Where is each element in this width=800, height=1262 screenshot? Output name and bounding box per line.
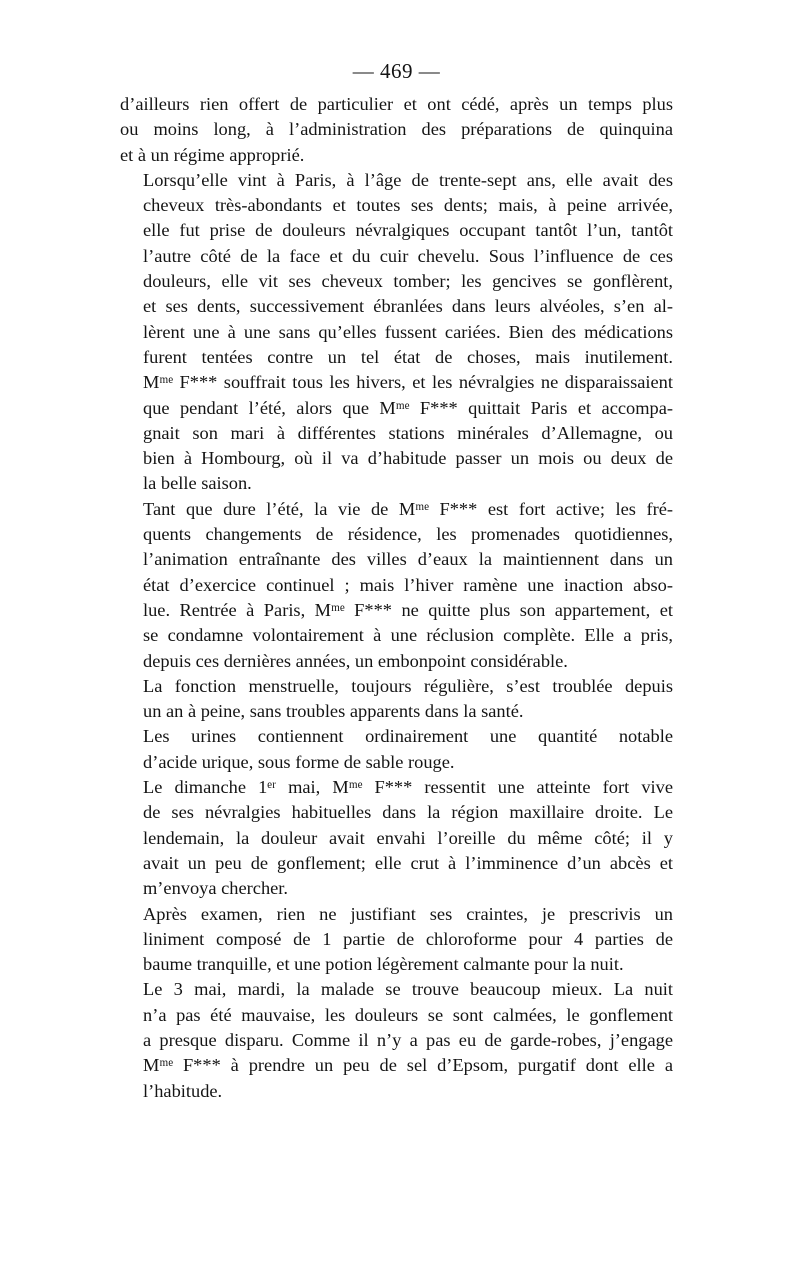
- text-line: se condamne volontairement à une réclusion complète. Elle a pris,: [143, 625, 673, 646]
- paragraph: [120, 902, 673, 978]
- text-line: que pendant l’été, alors que Mᵐᵉ F*** quittait Paris et accompa-: [143, 397, 673, 418]
- text-line: Le dimanche 1ᵉʳ mai, Mᵐᵉ F*** ressentit une atteinte fort vive: [143, 777, 673, 798]
- text-line: La fonction menstruelle, toujours régulière, s’est troublée depuis: [143, 675, 673, 696]
- paragraph: [120, 674, 673, 725]
- text-line: bien à Hombourg, où il va d’habitude passer un mois ou deux de: [143, 448, 673, 469]
- text-line: lue. Rentrée à Paris, Mᵐᵉ F*** ne quitte plus son appartement, et: [143, 599, 673, 620]
- text-line: l’habitude.: [143, 1080, 223, 1101]
- paragraph: [120, 977, 673, 1103]
- text-line: d’ailleurs rien offert de particulier et ont cédé, après un temps plus: [120, 94, 673, 114]
- paragraph: [120, 775, 673, 901]
- text-line: lendemain, la douleur avait envahi l’oreille du même côté; il y: [143, 827, 673, 848]
- text-line: avait un peu de gonflement; elle crut à l’imminence d’un abcès et: [143, 852, 673, 873]
- text-line: et ses dents, successivement ébranlées dans leurs alvéoles, s’en al-: [143, 296, 673, 317]
- text-line: Tant que dure l’été, la vie de Mᵐᵉ F*** est fort active; les fré-: [143, 498, 673, 519]
- text-line: depuis ces dernières années, un embonpoint considérable.: [143, 650, 568, 671]
- text-line: n’a pas été mauvaise, les douleurs se sont calmées, le gonflement: [143, 1004, 673, 1025]
- text-line: un an à peine, sans troubles apparents dans la santé.: [143, 701, 524, 722]
- text-line: d’acide urique, sous forme de sable rouge.: [143, 751, 455, 772]
- paragraph: [120, 724, 673, 775]
- text-line: l’animation entraînante des villes d’eaux la maintiennent dans un: [143, 549, 673, 570]
- text-line: ou moins long, à l’administration des préparations de quinquina: [120, 119, 673, 140]
- paragraph: [120, 92, 673, 168]
- text-line: Lorsqu’elle vint à Paris, à l’âge de trente-sept ans, elle avait des: [143, 169, 673, 190]
- text-line: l’autre côté de la face et du cuir chevelu. Sous l’influence de ces: [143, 245, 673, 266]
- text-line: Mᵐᵉ F*** à prendre un peu de sel d’Epsom, purgatif dont elle a: [143, 1055, 673, 1076]
- text-line: de ses névralgies habituelles dans la région maxillaire droite. Le: [143, 802, 673, 823]
- text-line: elle fut prise de douleurs névralgiques occupant tantôt l’un, tantôt: [143, 220, 673, 241]
- text-line: baume tranquille, et une potion légèrement calmante pour la nuit.: [143, 954, 624, 975]
- text-line: m’envoya chercher.: [143, 878, 289, 899]
- page-number: — 469 —: [352, 59, 441, 83]
- text-line: gnait son mari à différentes stations minérales d’Allemagne, ou: [143, 422, 673, 443]
- text-line: la belle saison.: [143, 473, 252, 494]
- text-line: Après examen, rien ne justifiant ses craintes, je prescrivis un: [143, 903, 673, 924]
- text-line: Mᵐᵉ F*** souffrait tous les hivers, et les névralgies ne disparaissaient: [143, 372, 673, 393]
- text-line: état d’exercice continuel ; mais l’hiver ramène une inaction abso-: [143, 574, 673, 595]
- paragraph: [120, 168, 673, 497]
- text-line: lèrent une à une sans qu’elles fussent cariées. Bien des médications: [143, 321, 673, 342]
- text-line: et à un régime approprié.: [120, 144, 305, 165]
- book-page: [120, 56, 673, 1104]
- body-text: [120, 92, 673, 1104]
- text-line: a presque disparu. Comme il n’y a pas eu de garde-robes, j’engage: [143, 1029, 673, 1050]
- text-line: Le 3 mai, mardi, la malade se trouve beaucoup mieux. La nuit: [143, 979, 673, 1000]
- text-line: liniment composé de 1 partie de chloroforme pour 4 parties de: [143, 928, 673, 949]
- text-line: douleurs, elle vit ses cheveux tomber; les gencives se gonflèrent,: [143, 271, 673, 292]
- text-line: quents changements de résidence, les promenades quotidiennes,: [143, 524, 673, 545]
- paragraph: [120, 497, 673, 674]
- text-line: cheveux très-abondants et toutes ses dents; mais, à peine arrivée,: [143, 195, 673, 216]
- text-line: Les urines contiennent ordinairement une quantité notable: [143, 726, 673, 747]
- text-line: furent tentées contre un tel état de choses, mais inutilement.: [143, 346, 673, 367]
